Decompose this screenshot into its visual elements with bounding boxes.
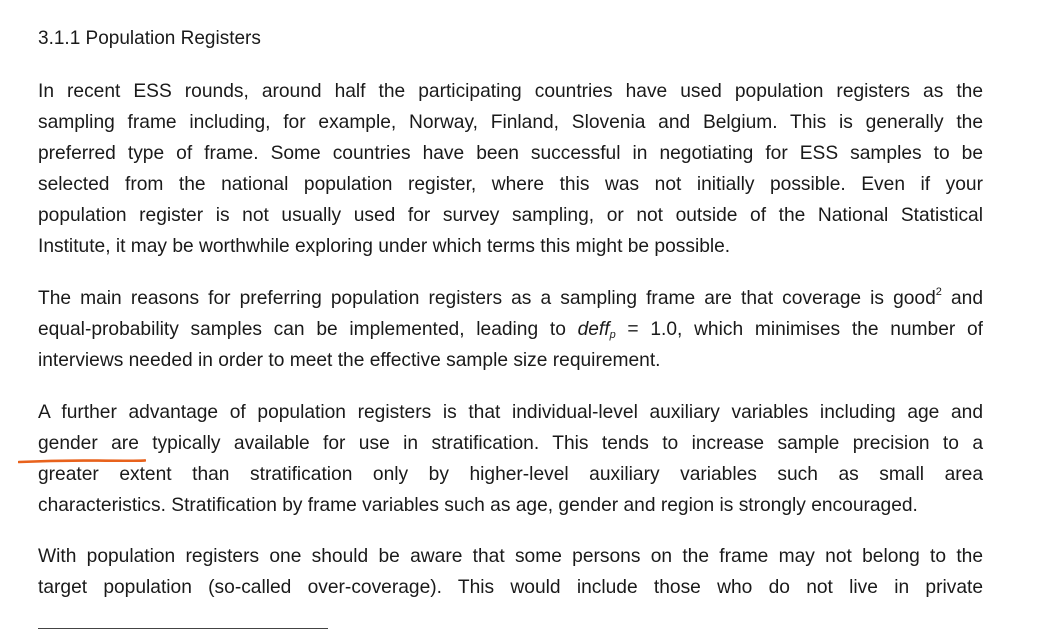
paragraph-line: greater extent than stratification only by higher-level auxiliary variables such as small area [38,464,983,485]
paragraph-line [38,283,983,314]
section-heading: 3.1.1 Population Registers [38,28,261,49]
line-text: = 1.0, which minimises the number of [615,319,983,340]
paragraph-line: A further advantage of population registers is that individual-level auxiliary variables including age and [38,402,983,423]
highlight-underline-mark [18,458,146,464]
paragraph-line: interviews needed in order to meet the effective sample size requirement. [38,350,661,371]
footnote-reference[interactable]: 2 [935,286,942,298]
line-text: and [941,288,983,309]
paragraph-3 [38,397,983,521]
paragraph-line: population register is not usually used for survey sampling, or not outside of the National Statistical [38,205,983,226]
paragraph-line: In recent ESS rounds, around half the participating countries have used population registers as the [38,81,983,102]
deff-term: deff [577,319,610,340]
paragraph-line: With population registers one should be aware that some persons on the frame may not belong to the [38,546,983,567]
paragraph-4 [38,541,983,603]
paragraph-line: target population (so-called over-coverage). This would include those who do not live in private [38,577,983,598]
footnote-separator [38,628,328,629]
paragraph-line: sampling frame including, for example, Norway, Finland, Slovenia and Belgium. This is generally the [38,112,983,133]
paragraph-1 [38,76,983,262]
line-text: The main reasons for preferring population registers as a sampling frame are that coverage is good [38,288,936,309]
paragraph-line [38,314,983,345]
paragraph-line: characteristics. Stratification by frame variables such as age, gender and region is strongly encouraged. [38,495,918,516]
paragraph-2 [38,283,983,376]
paragraph-line: gender are typically available for use in stratification. This tends to increase sample precision to a [38,433,983,454]
line-text: equal-probability samples can be implemented, leading to [38,319,578,340]
paragraph-line: preferred type of frame. Some countries have been successful in negotiating for ESS samples to be [38,143,983,164]
document-page [38,0,983,630]
deff-subscript: p [609,329,616,341]
paragraph-line: Institute, it may be worthwhile exploring under which terms this might be possible. [38,236,731,257]
paragraph-line: selected from the national population register, where this was not initially possible. Even if your [38,174,983,195]
